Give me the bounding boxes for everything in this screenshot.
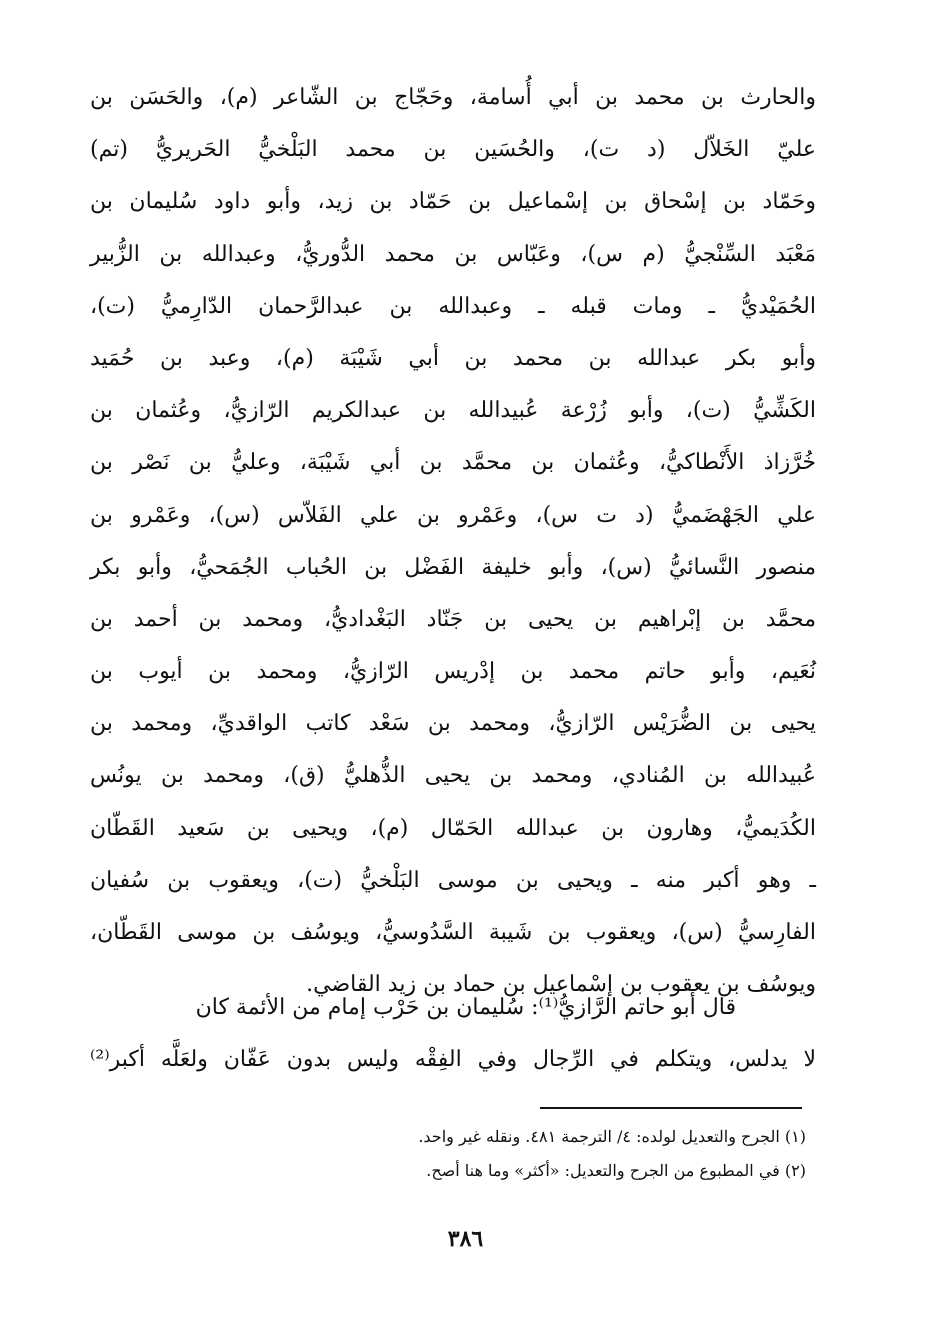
- main-paragraph: [90, 72, 816, 1011]
- body-line: الكَشِّيُّ (ت)، وأبو زُرْعة عُبيدالله بن عبدالكريم الرّازيُّ، وعُثمان بن: [90, 398, 817, 424]
- body-line: ـ وهو أكبر منه ـ ويحيى بن موسى البَلْخيُّ (ت)، ويعقوب بن سُفيان: [90, 867, 816, 893]
- body-line: الكُدَيميُّ، وهارون بن عبدالله الحَمّال (م)، ويحيى بن سَعيد القَطّان: [90, 815, 816, 841]
- body-line: عُبيدالله بن المُنادي، ومحمد بن يحيى الذُّهليُّ (ق)، ومحمد بن يونُس: [90, 763, 816, 789]
- footnote-separator: [540, 1107, 802, 1109]
- footnote-1: (١) الجرح والتعديل لولده: ٤/ الترجمة ٤٨١. ونقله غير واحد.: [418, 1127, 806, 1146]
- body-line: يحيى بن الضُّرَيْس الرّازيُّ، ومحمد بن سَعْد كاتب الواقديِّ، ومحمد بن: [90, 711, 816, 737]
- body-line: والحارث بن محمد بن أبي أُسامة، وحَجّاج بن الشّاعر (م)، والحَسَن بن: [90, 85, 816, 110]
- body-line: نُعَيم، وأبو حاتم محمد بن إدْريس الرّازيُّ، ومحمد بن أيوب بن: [90, 659, 816, 685]
- body-line: الحُمَيْديُّ ـ ومات قبله ـ وعبدالله بن عبدالرَّحمان الدّارِميُّ (ت)،: [90, 293, 816, 319]
- body-line: ويوسُف بن يعقوب بن إسْماعيل بن حماد بن زيد القاضي.: [306, 972, 816, 998]
- quote-line: لا يدلس، ويتكلم في الرِّجال وفي الفِقْه وليس بدون عَفّان ولعَلَّه أكبر⁽²⁾: [90, 1047, 816, 1073]
- body-line: خُرَّزاذ الأَنْطاكيُّ، وعُثمان بن محمَّد بن أبي شَيْبَة، وعليُّ بن نَصْر بن: [90, 450, 816, 476]
- body-line: عليّ الخَلاّل (د ت)، والحُسَين بن محمد البَلْخيُّ الحَريريُّ (تم): [90, 137, 816, 163]
- quote-line: قال أبو حاتم الرَّازيُّ⁽¹⁾: سُليمان بن حَرْب إمام من الأئمة كان: [195, 995, 736, 1020]
- quote-paragraph: [90, 982, 816, 1086]
- body-line: مَعْبَد السِّنْجيُّ (م س)، وعَبّاس بن محمد الدُّوريُّ، وعبدالله بن الزُّبير: [90, 241, 816, 267]
- page-number: ٣٨٦: [447, 1226, 484, 1252]
- body-line: علي الجَهْضَميُّ (د ت س)، وعَمْرو بن علي الفَلاّس (س)، وعَمْرو بن: [90, 502, 816, 528]
- footnotes: [300, 1120, 806, 1188]
- body-line: وحَمّاد بن إسْحاق بن إسْماعيل بن حَمّاد بن زيد، وأبو داود سُليمان بن: [90, 189, 816, 215]
- footnote-2: (٢) في المطبوع من الجرح والتعديل: «أكثر» وما هنا أصح.: [426, 1161, 806, 1180]
- body-line: منصور النَّسائيُّ (س)، وأبو خليفة الفَضْل بن الحُباب الجُمَحيُّ، وأبو بكر: [90, 554, 816, 580]
- body-line: وأبو بكر عبدالله بن محمد بن أبي شَيْبَة (م)، وعبد بن حُمَيد: [90, 345, 816, 371]
- body-line: الفارِسيُّ (س)، ويعقوب بن شَيبة السَّدُوسيُّ، ويوسُف بن موسى القَطّان،: [90, 920, 816, 945]
- body-line: محمَّد بن إبْراهيم بن يحيى بن جَنّاد البَغْداديُّ، ومحمد بن أحمد بن: [90, 606, 816, 632]
